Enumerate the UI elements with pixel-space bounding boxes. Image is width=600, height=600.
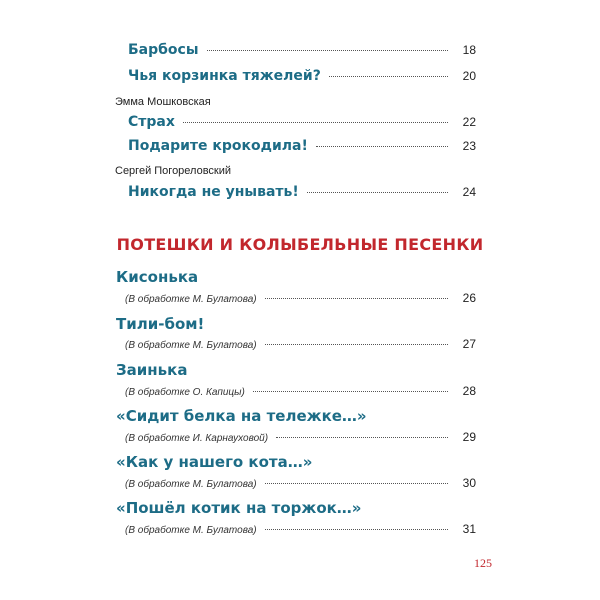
toc-entry[interactable] [128,68,476,84]
section-heading: ПОТЕШКИ И КОЛЫБЕЛЬНЫЕ ПЕСЕНКИ [116,235,484,254]
entry-title: Барбосы [128,42,199,58]
entry-title[interactable]: «Как у нашего кота…» [116,453,313,471]
dot-leader [329,76,448,77]
entry-page: 26 [462,291,476,305]
entry-note: (В обработке М. Булатова) [125,479,257,490]
author-name: Эмма Мошковская [115,96,211,108]
dot-leader [183,122,448,123]
entry-note: (В обработке М. Булатова) [125,294,257,305]
toc-entry[interactable] [128,138,476,154]
toc-entry-note[interactable] [125,476,476,490]
dot-leader [307,192,448,193]
author-name: Сергей Погореловский [115,165,232,177]
page-number: 125 [474,556,492,570]
entry-page: 27 [462,337,476,351]
toc-entry-note[interactable] [125,430,476,444]
entry-page: 29 [462,430,476,444]
entry-title[interactable]: «Пошёл котик на торжок…» [116,499,362,517]
entry-title: Никогда не унывать! [128,184,299,200]
entry-page: 18 [462,43,476,57]
dot-leader [265,529,448,530]
entry-page: 22 [462,115,476,129]
entry-page: 20 [462,69,476,83]
entry-page: 24 [462,185,476,199]
toc-entry[interactable] [128,114,476,130]
dot-leader [265,483,448,484]
entry-title[interactable]: Тили-бом! [116,315,205,333]
entry-title: Страх [128,114,175,130]
dot-leader [265,298,448,299]
entry-note: (В обработке М. Булатова) [125,525,257,536]
entry-title: Подарите крокодила! [128,138,308,154]
toc-entry[interactable] [128,184,476,200]
dot-leader [207,50,449,51]
toc-entry-note[interactable] [125,384,476,398]
toc-entry[interactable] [128,42,476,58]
entry-note: (В обработке М. Булатова) [125,340,257,351]
entry-title: Чья корзинка тяжелей? [128,68,321,84]
entry-title[interactable]: Заинька [116,361,188,379]
toc-entry-note[interactable] [125,522,476,536]
entry-page: 30 [462,476,476,490]
dot-leader [265,344,448,345]
entry-page: 23 [462,139,476,153]
entry-note: (В обработке О. Капицы) [125,387,245,398]
entry-title[interactable]: «Сидит белка на тележке…» [116,407,367,425]
toc-entry-note[interactable] [125,291,476,305]
toc-entry-note[interactable] [125,337,476,351]
entry-page: 28 [462,384,476,398]
dot-leader [276,437,448,438]
dot-leader [253,391,448,392]
entry-page: 31 [462,522,476,536]
entry-title[interactable]: Кисонька [116,268,199,286]
dot-leader [316,146,448,147]
entry-note: (В обработке И. Карнауховой) [125,433,269,444]
